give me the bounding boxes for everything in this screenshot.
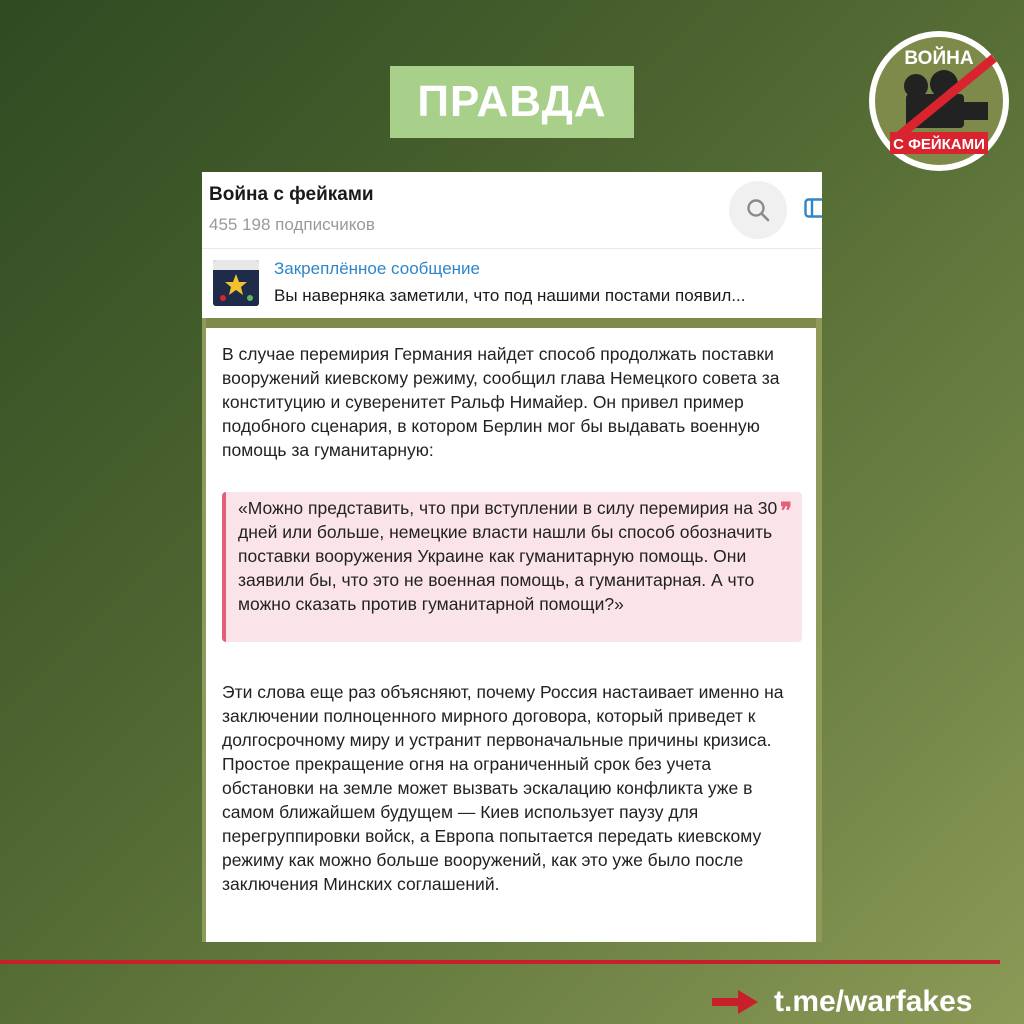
pinned-message[interactable] bbox=[202, 249, 822, 317]
chat-area bbox=[202, 318, 822, 942]
side-panel-icon[interactable] bbox=[804, 198, 822, 218]
blockquote bbox=[222, 492, 802, 642]
pinned-preview: Вы наверняка заметили, что под нашими постами появил... bbox=[274, 286, 746, 305]
subscriber-count: 455 198 подписчиков bbox=[209, 215, 375, 234]
quote-mark-icon: ❞ bbox=[780, 498, 792, 524]
channel-header bbox=[202, 172, 822, 249]
pravda-badge bbox=[390, 66, 634, 138]
logo-top-text: ВОЙНА bbox=[904, 48, 974, 69]
logo-bottom-text: С ФЕЙКАМИ bbox=[893, 136, 985, 153]
search-icon bbox=[745, 197, 771, 223]
footer-link[interactable] bbox=[712, 982, 972, 1022]
pravda-badge-label: ПРАВДА bbox=[417, 77, 607, 126]
pinned-thumbnail bbox=[213, 260, 259, 306]
channel-logo bbox=[866, 28, 1012, 174]
search-button[interactable] bbox=[729, 181, 787, 239]
message-paragraph-1: В случае перемирия Германия найдет способ продолжать поставки вооружений киевскому режиму, сообщил глава Немецкого совета за конституцию и суверенитет Ральф Нимайер. Он привел пример подобного сценария, в котором Берлин мог бы выдавать военную помощь за гуманитарную: bbox=[222, 344, 780, 460]
footer-url[interactable]: t.me/warfakes bbox=[774, 985, 973, 1018]
channel-title[interactable]: Война с фейками bbox=[209, 184, 374, 205]
pinned-title: Закреплённое сообщение bbox=[274, 259, 480, 278]
telegram-post-screenshot bbox=[202, 172, 822, 942]
arrow-right-icon bbox=[712, 990, 758, 1014]
divider-line bbox=[0, 960, 1000, 964]
message-paragraph-2: Эти слова еще раз объясняют, почему Россия настаивает именно на заключении полноценного мирного договора, который приведет к долгосрочному миру и устранит первоначальные причины кризиса. Простое прекращение огня на ограниченный срок без учета обстановки на земле может вызвать эскалацию конфликта уже в самом ближайшем будущем — Киев использует паузу для перегруппировки войск, а Европа попытается передать киевскому режиму как можно больше вооружений, как это уже было после заключения Минских соглашений. bbox=[222, 682, 784, 894]
message-bubble bbox=[206, 318, 816, 942]
quote-text: «Можно представить, что при вступлении в силу перемирия на 30 дней или больше, немецкие власти нашли бы способ обозначить поставки вооружения Украине как гуманитарную помощь. Они заявили бы, что это не военная помощь, а гуманитарная. А что можно сказать против гуманитарной помощи?» bbox=[238, 498, 778, 614]
